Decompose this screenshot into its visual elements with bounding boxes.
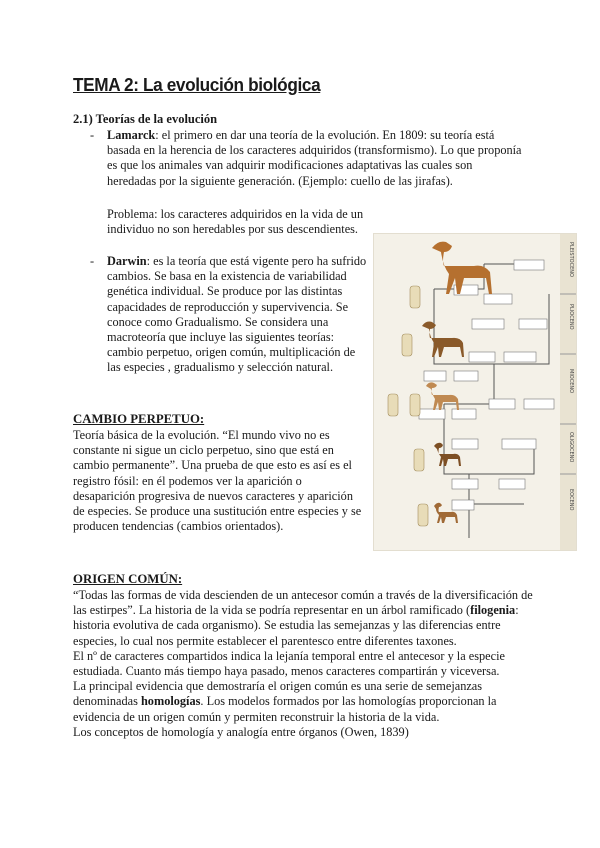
period-label-0: PLEISTOCENO xyxy=(568,242,574,277)
cambio-text: Teoría básica de la evolución. “El mundo vivo no es constante ni sigue un ciclo perpetuo, sino que está en cambio permanente”. Una prueba de que esto es así es el registro fósil: en él podemos ver la aparición o desaparición progresiva de nuevos caracteres y aparición de especies. Se produce una sustitución entre especies y se producen tendencias (cambios orientados). xyxy=(73,428,362,534)
origen-heading: ORIGEN COMÚN: xyxy=(73,572,183,586)
origen-paragraph-4: Los conceptos de homología y analogía entre órganos (Owen, 1839) xyxy=(73,724,409,739)
cambio-heading: CAMBIO PERPETUO: xyxy=(73,412,205,426)
lamarck-name: Lamarck xyxy=(107,128,156,142)
darwin-name: Darwin xyxy=(107,254,147,268)
origen-paragraph-2: El nº de caracteres compartidos indica la lejanía temporal entre el antecesor y la especie estudiada. Cuanto más tiempo haya pasado, menos caracteres compartirán y viceversa. xyxy=(73,648,505,679)
bullet-dash: - xyxy=(90,254,95,268)
period-label-3: OLIGOCENO xyxy=(568,432,574,463)
origen-p1-bold: filogenia xyxy=(470,603,516,618)
origen-paragraph-1 xyxy=(73,588,533,649)
phylogeny-diagram xyxy=(374,234,576,550)
origen-p3-b: . Los modelos formados por las homologías proporcionan la evidencia de un origen común y permiten reconstruir la historia de la vida. xyxy=(73,694,497,724)
origen-p1-b: : historia evolutiva de cada organismo). Se estudia las semejanzas y las diferencias entre especies, lo cual nos permite establecer el parentesco entre diferentes taxones. xyxy=(73,603,519,648)
lamarck-text: : el primero en dar una teoría de la evolución. En 1809: su teoría está basada en la herencia de los caracteres adquiridos (transformismo). Lo que proponía es que los animales van adquirir modificaciones adaptativas las cuales son heredadas por la siguiente generación. (Ejemplo: cuello de las jirafas). xyxy=(107,128,522,188)
origen-p3-bold: homologías xyxy=(140,694,201,709)
section-heading: 2.1) Teorías de la evolución xyxy=(73,112,218,126)
horse-evolution-figure xyxy=(373,233,577,551)
darwin-text: : es la teoría que está vigente pero ha sufrido cambios. Se basa en la existencia de variabilidad genética individual. Se produce por las distintas capacidades de reproducción y supervivencia. Se conoce como Gradualismo. Se considera una macroteoría que incluye las siguientes teorías: cambio perpetuo, origen común, multiplicación de las especies , gradualismo y selección natural. xyxy=(107,254,367,375)
period-label-2: MIOCENO xyxy=(568,369,574,394)
horse-icon xyxy=(426,382,459,410)
origen-p3-a: La principal evidencia que demostraría el origen común es una serie de semejanzas denominadas xyxy=(73,679,483,709)
lamarck-bullet xyxy=(90,128,522,189)
lamarck-problem: Problema: los caracteres adquiridos en la vida de un individuo no son heredables por sus descendientes. xyxy=(107,207,364,237)
darwin-bullet xyxy=(90,254,371,376)
page-title: TEMA 2: La evolución biológica xyxy=(73,74,321,95)
period-label-1: PLIOCENO xyxy=(568,304,574,330)
period-label-4: EOCENO xyxy=(568,489,574,511)
bullet-dash: - xyxy=(90,128,95,142)
origen-paragraph-3 xyxy=(73,679,533,725)
horse-icon xyxy=(422,322,464,358)
origen-text xyxy=(73,588,533,740)
origen-p1-a: “Todas las formas de vida descienden de un antecesor común a través de la diversificación de las estirpes”. La historia de la vida se podría representar en un árbol ramificado ( xyxy=(73,588,533,618)
skeleton-foot-icons xyxy=(388,286,428,526)
